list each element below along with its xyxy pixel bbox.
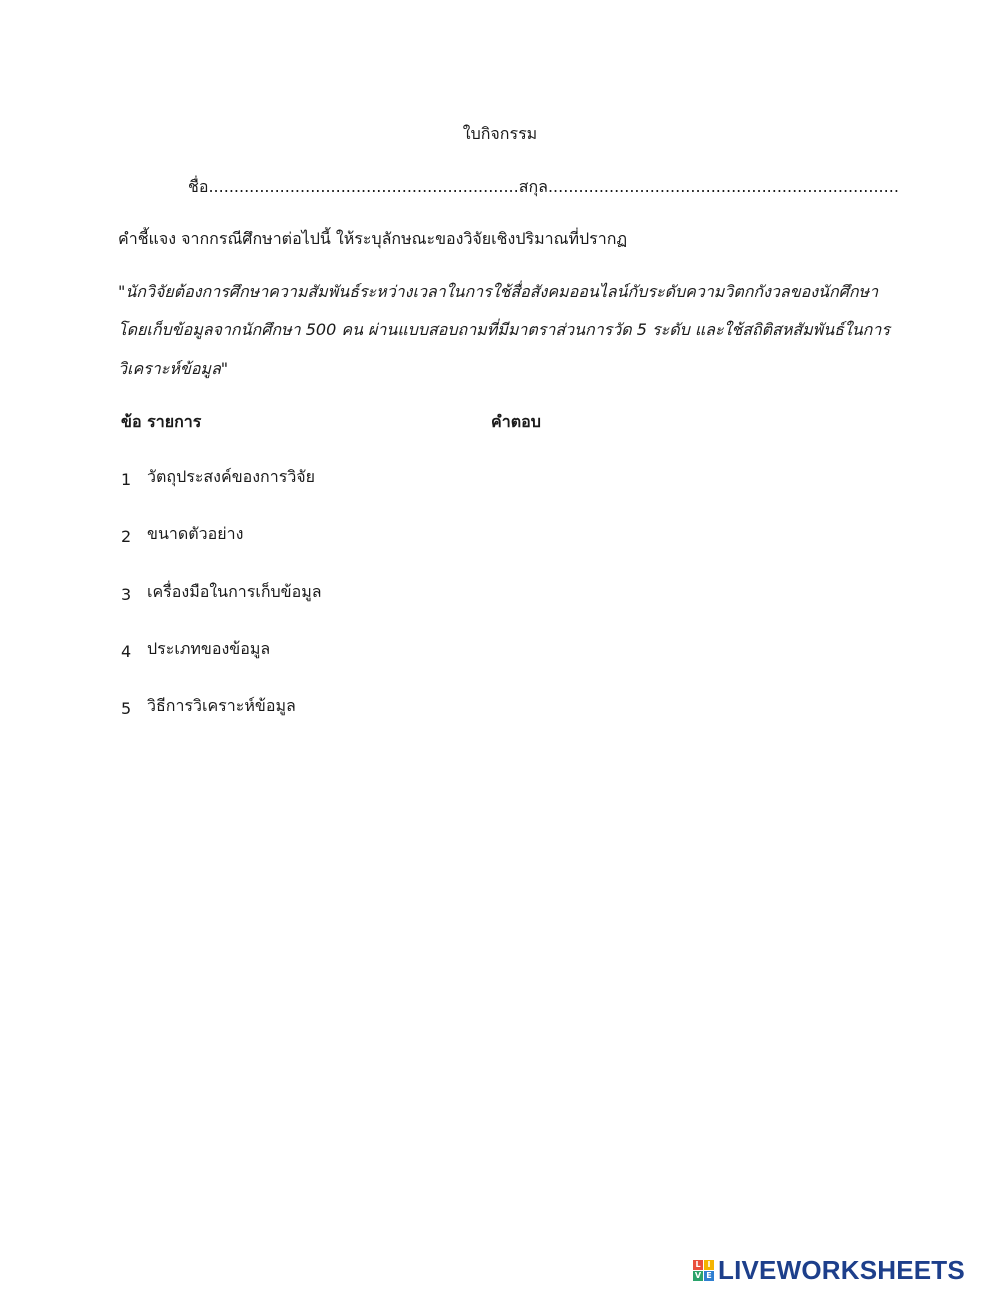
question-text: วัตถุประสงค์ของการวิจัย	[147, 467, 316, 486]
logo-mark-cell: I	[704, 1260, 714, 1270]
logo-mark-cell: L	[693, 1260, 703, 1270]
liveworksheets-logo	[693, 1256, 965, 1284]
question-number: 2	[121, 527, 132, 546]
page-title: ใบกิจกรรม	[462, 124, 538, 143]
question-text: ประเภทของข้อมูล	[147, 639, 271, 658]
question-number: 1	[121, 470, 132, 489]
logo-mark-icon	[693, 1260, 714, 1281]
logo-text: LIVEWORKSHEETS	[718, 1254, 965, 1285]
scenario-line-1: "นักวิจัยต้องการศึกษาความสัมพันธ์ระหว่างเวลาในการใช้สื่อสังคมออนไลน์กับระดับความวิตกกังวลของนักศึกษา	[118, 282, 879, 301]
question-text: ขนาดตัวอย่าง	[147, 524, 244, 543]
logo-mark-cell: V	[694, 1270, 702, 1280]
question-number: 5	[121, 699, 132, 718]
scenario-line-2: โดยเก็บข้อมูลจากนักศึกษา 500 คน ผ่านแบบสอบถามที่มีมาตราส่วนการวัด 5 ระดับ และใช้สถิติสหสัมพันธ์ในการ	[118, 320, 890, 339]
scenario-line-3: วิเคราะห์ข้อมูล"	[118, 359, 229, 378]
column-header-answer: คำตอบ	[491, 412, 541, 431]
question-number: 4	[121, 642, 132, 661]
column-header-item: ข้อ รายการ	[121, 412, 202, 431]
question-text: เครื่องมือในการเก็บข้อมูล	[147, 582, 322, 601]
question-text: วิธีการวิเคราะห์ข้อมูล	[147, 696, 296, 715]
question-number: 3	[121, 585, 132, 604]
instruction-text: คำชี้แจง จากกรณีศึกษาต่อไปนี้ ให้ระบุลักษณะของวิจัยเชิงปริมาณที่ปรากฏ	[118, 229, 628, 248]
name-surname-line: ชื่อ.............................................................สกุล.....................................................................	[188, 177, 899, 196]
logo-mark-cell: E	[704, 1271, 714, 1281]
